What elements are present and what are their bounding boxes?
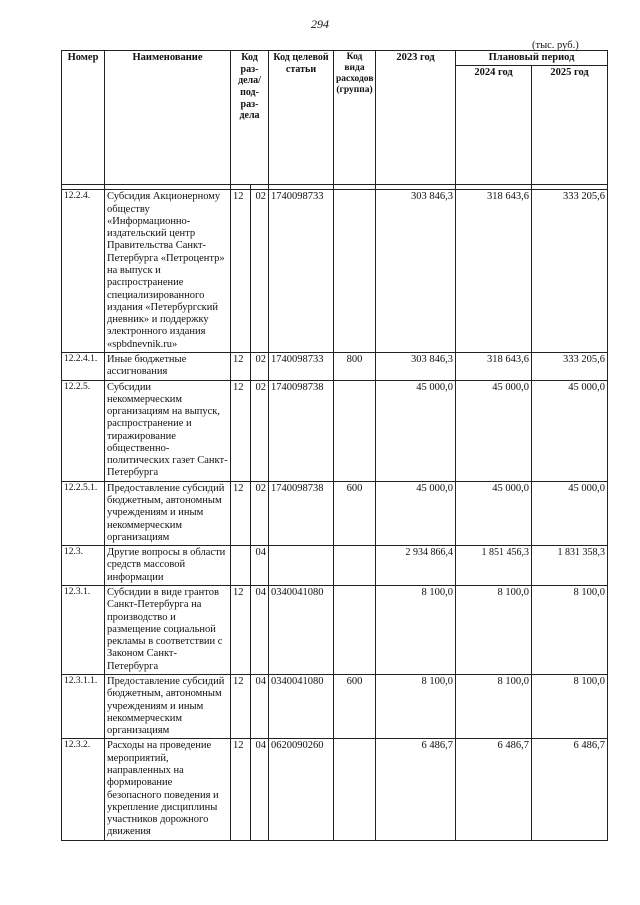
row-2024: 45 000,0 bbox=[456, 380, 532, 481]
header-expense-type-code: Код вида расходов (группа) bbox=[334, 51, 376, 185]
row-subsection: 02 bbox=[251, 352, 269, 380]
row-2023: 45 000,0 bbox=[376, 481, 456, 545]
row-section: 12 bbox=[231, 481, 251, 545]
row-expense-type bbox=[334, 190, 376, 353]
row-name: Предоставление субсидий бюджетным, автономным учреждениям и иным некоммерческим организациям bbox=[105, 674, 231, 738]
row-2025: 1 831 358,3 bbox=[532, 546, 608, 586]
row-expense-type: 600 bbox=[334, 481, 376, 545]
row-target: 0620090260 bbox=[269, 739, 334, 840]
row-2023: 303 846,3 bbox=[376, 190, 456, 353]
row-number: 12.2.5.1. bbox=[62, 481, 105, 545]
row-subsection: 04 bbox=[251, 674, 269, 738]
table-row bbox=[62, 546, 608, 586]
row-number: 12.3.2. bbox=[62, 739, 105, 840]
table-row bbox=[62, 380, 608, 481]
header-section-code: Код раз- дела/ под- раз- дела bbox=[231, 51, 269, 185]
row-section: 12 bbox=[231, 674, 251, 738]
table-row bbox=[62, 352, 608, 380]
row-name: Субсидии в виде грантов Санкт-Петербурга на производство и размещение социальной рекламы в соответствии с Законом Санкт-Петербурга bbox=[105, 586, 231, 675]
row-name: Другие вопросы в области средств массовой информации bbox=[105, 546, 231, 586]
table-row bbox=[62, 739, 608, 840]
row-subsection: 04 bbox=[251, 586, 269, 675]
row-section bbox=[231, 546, 251, 586]
row-2024: 318 643,6 bbox=[456, 190, 532, 353]
row-2024: 318 643,6 bbox=[456, 352, 532, 380]
row-subsection: 04 bbox=[251, 739, 269, 840]
row-target: 1740098738 bbox=[269, 481, 334, 545]
row-section: 12 bbox=[231, 352, 251, 380]
row-section: 12 bbox=[231, 190, 251, 353]
units-label: (тыс. руб.) bbox=[532, 40, 579, 51]
row-2025: 45 000,0 bbox=[532, 481, 608, 545]
row-2023: 303 846,3 bbox=[376, 352, 456, 380]
header-year-2025: 2025 год bbox=[532, 66, 608, 185]
row-target: 0340041080 bbox=[269, 586, 334, 675]
row-number: 12.3.1.1. bbox=[62, 674, 105, 738]
row-2025: 8 100,0 bbox=[532, 674, 608, 738]
row-2024: 8 100,0 bbox=[456, 674, 532, 738]
row-2025: 333 205,6 bbox=[532, 352, 608, 380]
row-2024: 1 851 456,3 bbox=[456, 546, 532, 586]
row-target bbox=[269, 546, 334, 586]
row-target: 1740098733 bbox=[269, 352, 334, 380]
row-subsection: 02 bbox=[251, 190, 269, 353]
row-section: 12 bbox=[231, 739, 251, 840]
row-name: Предоставление субсидий бюджетным, автономным учреждениям и иным некоммерческим организациям bbox=[105, 481, 231, 545]
header-name: Наименование bbox=[105, 51, 231, 185]
row-2025: 6 486,7 bbox=[532, 739, 608, 840]
row-2024: 45 000,0 bbox=[456, 481, 532, 545]
table-row bbox=[62, 481, 608, 545]
row-target: 0340041080 bbox=[269, 674, 334, 738]
row-name: Субсидия Акционерному обществу «Информационно-издательский центр Правительства Санкт-Петербурга «Петроцентр» на выпуск и распространение специализированного издания «Петербургский дневник» и поддержку электронного издания «spbdnevnik.ru» bbox=[105, 190, 231, 353]
row-expense-type: 800 bbox=[334, 352, 376, 380]
page-number: 294 bbox=[311, 17, 329, 31]
row-number: 12.3.1. bbox=[62, 586, 105, 675]
row-number: 12.2.5. bbox=[62, 380, 105, 481]
row-number: 12.2.4.1. bbox=[62, 352, 105, 380]
row-expense-type bbox=[334, 586, 376, 675]
row-2023: 2 934 866,4 bbox=[376, 546, 456, 586]
row-subsection: 02 bbox=[251, 380, 269, 481]
row-2025: 45 000,0 bbox=[532, 380, 608, 481]
row-target: 1740098733 bbox=[269, 190, 334, 353]
header-number: Номер bbox=[62, 51, 105, 185]
row-name: Субсидии некоммерческим организациям на выпуск, распространение и тиражирование общественно-политических газет Санкт-Петербурга bbox=[105, 380, 231, 481]
row-target: 1740098738 bbox=[269, 380, 334, 481]
row-section: 12 bbox=[231, 586, 251, 675]
header-year-2024: 2024 год bbox=[456, 66, 532, 185]
header-year-2023: 2023 год bbox=[376, 51, 456, 185]
row-2023: 6 486,7 bbox=[376, 739, 456, 840]
row-name: Расходы на проведение мероприятий, направленных на формирование безопасного поведения и укрепление дисциплины участников дорожного движения bbox=[105, 739, 231, 840]
row-subsection: 04 bbox=[251, 546, 269, 586]
header-plan-period: Плановый период bbox=[456, 51, 608, 66]
header-target-code: Код целевой статьи bbox=[269, 51, 334, 185]
row-section: 12 bbox=[231, 380, 251, 481]
row-2025: 333 205,6 bbox=[532, 190, 608, 353]
row-2023: 8 100,0 bbox=[376, 674, 456, 738]
row-expense-type: 600 bbox=[334, 674, 376, 738]
row-2024: 6 486,7 bbox=[456, 739, 532, 840]
table-row bbox=[62, 586, 608, 675]
row-expense-type bbox=[334, 546, 376, 586]
row-number: 12.3. bbox=[62, 546, 105, 586]
table-row bbox=[62, 190, 608, 353]
row-subsection: 02 bbox=[251, 481, 269, 545]
budget-table bbox=[61, 50, 608, 841]
row-name: Иные бюджетные ассигнования bbox=[105, 352, 231, 380]
table-row bbox=[62, 674, 608, 738]
row-number: 12.2.4. bbox=[62, 190, 105, 353]
row-2023: 45 000,0 bbox=[376, 380, 456, 481]
row-2024: 8 100,0 bbox=[456, 586, 532, 675]
row-2023: 8 100,0 bbox=[376, 586, 456, 675]
row-2025: 8 100,0 bbox=[532, 586, 608, 675]
row-expense-type bbox=[334, 380, 376, 481]
row-expense-type bbox=[334, 739, 376, 840]
